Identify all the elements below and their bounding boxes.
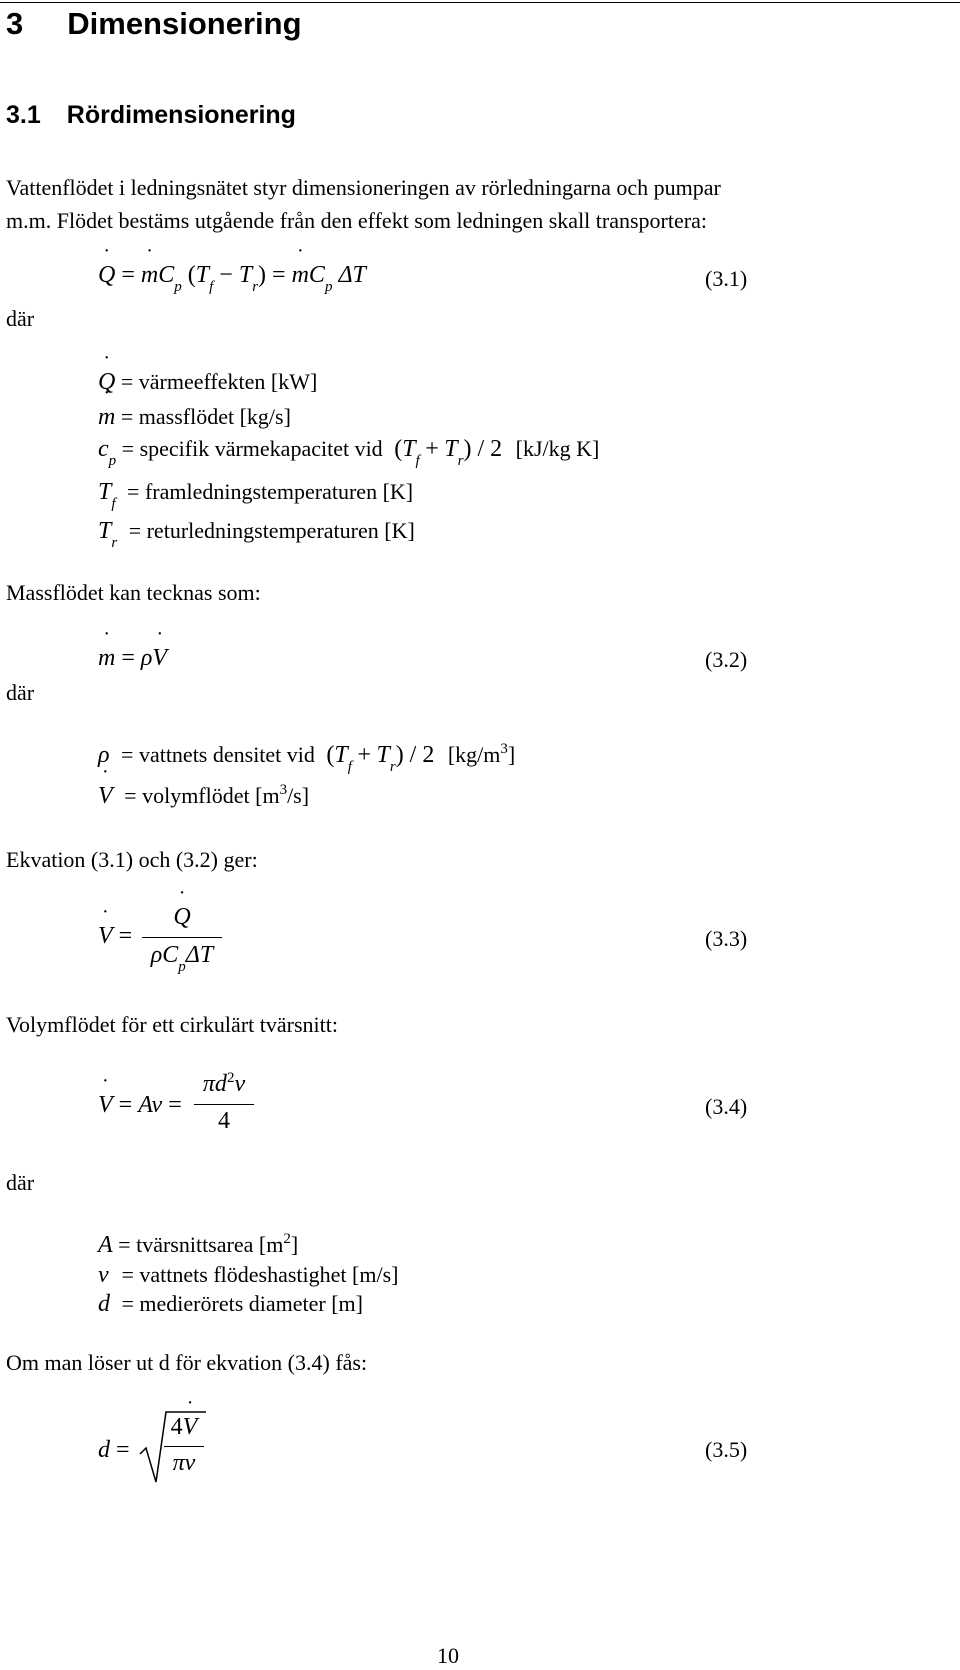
def-Q: Q ˙ = värmeeffekten [kW] (98, 369, 317, 396)
equation-3-4-denominator: 4 (218, 1108, 230, 1134)
fraction-line (142, 937, 222, 938)
chapter-title: Dimensionering (67, 6, 302, 41)
def-Tf: $T_f$ = framledningstemperaturen [K] (98, 479, 414, 512)
equation-3-2: m ˙ = ρV ˙ (98, 645, 167, 672)
intro-line-2: m.m. Flödet bestäms utgående från den effekt som ledningen skall transportera: (6, 208, 707, 233)
chapter-number: 3 (6, 6, 24, 41)
dar-label-1: där (6, 306, 35, 331)
ekv-intro: Ekvation (3.1) och (3.2) ger: (6, 847, 258, 872)
intro-line-1: Vattenflödet i ledningsnätet styr dimensioneringen av rörledningarna och pumpar (6, 175, 721, 200)
def-rho: ρ = vattnets densitet vid $(T_f + T_r) / 2$ $[kg/m^3]$ (98, 741, 516, 775)
def-V: V ˙ = volymflödet $[m^3/s]$ (98, 783, 309, 810)
mass-intro: Massflödet kan tecknas som: (6, 580, 261, 605)
fraction-line (194, 1104, 254, 1105)
def-d: d = medierörets diameter [m] (98, 1291, 363, 1317)
equation-3-5-denominator: πv (172, 1450, 196, 1476)
page-number: 10 (437, 1643, 459, 1668)
dar-label-2: där (6, 680, 35, 705)
equation-number-3-4: (3.4) (705, 1094, 748, 1119)
header-rule (0, 2, 960, 3)
def-Tr: $T_r$ = returledningstemperaturen [K] (98, 518, 415, 551)
equation-number-3-5: (3.5) (705, 1437, 748, 1462)
equation-3-3-denominator: $\rho C_p\Delta T$ (150, 942, 214, 975)
dar-label-3: där (6, 1170, 35, 1195)
Q-dot-symbol: Q ˙ (98, 262, 115, 289)
equation-number-3-3: (3.3) (705, 926, 748, 951)
def-cp: $c_p$ = specifik värmekapacitet vid $(T_f + T_r) / 2$ [kJ/kg K] (98, 436, 600, 469)
equation-number-3-1: (3.1) (705, 266, 748, 291)
equation-3-3-numerator: Q ˙ (142, 904, 222, 931)
equation-3-1: Q ˙ = m $˙C_p$ $(T_f - T_r) = m$ $˙C_p$ ΔT (98, 262, 366, 289)
equation-3-3-lhs: V ˙ = (98, 923, 132, 950)
section-title: Rördimensionering (66, 101, 296, 129)
equation-3-4-numerator: $\pi d^2v$ (202, 1070, 246, 1097)
section-heading (6, 101, 296, 130)
section-number: 3.1 (6, 101, 41, 129)
equation-3-4-lhs: V ˙ = Av = (98, 1092, 182, 1119)
equation-3-5-lhs: d = (98, 1437, 130, 1463)
def-A: A = tvärsnittsarea $[m^2]$ (98, 1231, 299, 1258)
vol-intro: Volymflödet för ett cirkulärt tvärsnitt: (6, 1012, 338, 1037)
def-v: v = vattnets flödeshastighet [m/s] (98, 1262, 399, 1288)
fraction-line (164, 1446, 204, 1447)
equation-3-5-numerator: 4V ˙ (164, 1414, 204, 1441)
def-m: m ˙ = massflödet [kg/s] (98, 404, 291, 431)
solve-intro: Om man löser ut d för ekvation (3.4) fås: (6, 1350, 368, 1375)
equation-number-3-2: (3.2) (705, 647, 748, 672)
m-dot-symbol: m ˙ (141, 262, 158, 289)
chapter-heading (6, 6, 302, 42)
